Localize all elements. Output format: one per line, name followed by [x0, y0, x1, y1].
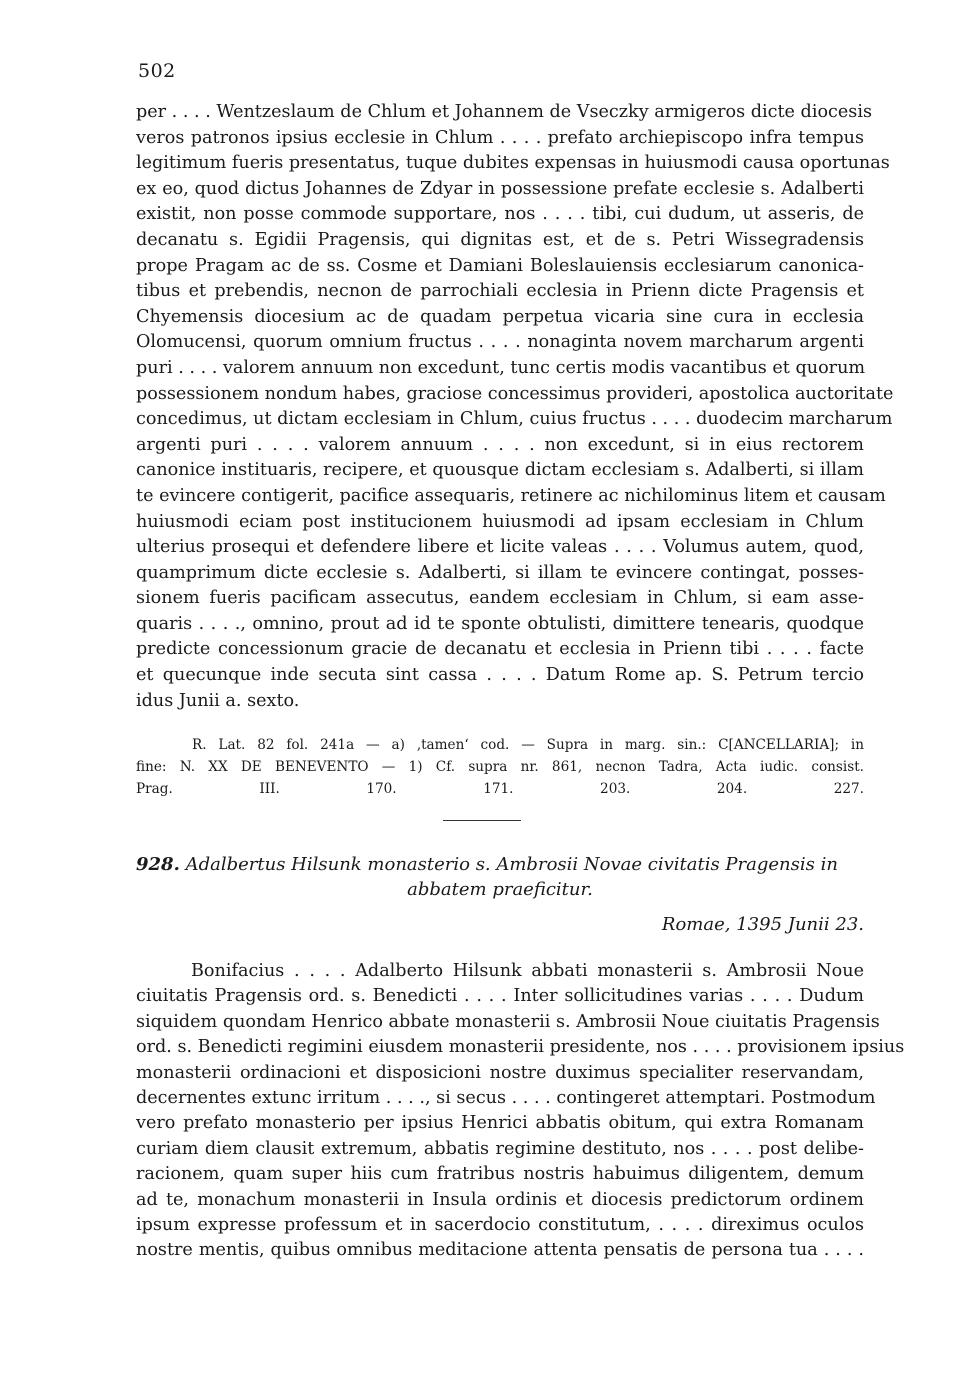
text-line: ord. s. Benedicti regimini eiusdem monasterii presidente, nos . . . . provisionem ipsius [136, 1037, 905, 1058]
text-line: Chyemensis diocesium ac de quadam perpetua vicaria sine cura in ecclesia [136, 306, 864, 327]
heading-line-2: abbatem praeficitur. [407, 879, 593, 900]
text-line: quaris . . . ., omnino, prout ad id te sponte obtulisti, dimittere tenearis, quodque [136, 613, 864, 634]
text-line: decernentes extunc irritum . . . ., si secus . . . . contingeret attemptari. Postmodum [136, 1088, 876, 1109]
text-line: ex eo, quod dictus Johannes de Zdyar in possessione prefate ecclesie s. Adalberti [136, 178, 864, 199]
note-line: R. Lat. 82 fol. 241a — a) ‚tamen‘ cod. — Supra in marg. sin.: C[ANCELLARIA]; in [192, 737, 864, 753]
text-line: huiusmodi eciam post institucionem huiusmodi ad ipsam ecclesiam in Chlum [136, 511, 864, 532]
text-line: per . . . . Wentzeslaum de Chlum et Johannem de Vseczky armigeros dicte diocesis [136, 102, 872, 122]
text-line: argenti puri . . . . valorem annuum . . . . non excedunt, si in eius rectorem [136, 434, 864, 455]
text-line: legitimum fueris presentatus, tuque dubites expensas in huiusmodi causa oportunas [136, 153, 890, 174]
text-line: predicte concessionum gracie de decanatu et ecclesia in Prienn tibi . . . . facte [136, 639, 864, 660]
dateline: Romae, 1395 Junii 23. [661, 914, 864, 935]
second-text-block [136, 959, 905, 1264]
text-line: veros patronos ipsius ecclesie in Chlum . . . . prefato archiepiscopo infra tempus [136, 127, 864, 148]
text-line: prope Pragam ac de ss. Cosme et Damiani Boleslauiensis ecclesiarum canonica- [136, 255, 864, 276]
text-line: idus Junii a. sexto. [136, 690, 300, 711]
text-line: racionem, quam super hiis cum fratribus nostris habuimus diligentem, demum [136, 1164, 864, 1185]
text-line: existit, non posse commode supportare, nos . . . . tibi, cui dudum, ut asseris, de [136, 204, 864, 225]
section-divider [443, 820, 521, 821]
text-line: Bonifacius . . . . Adalberto Hilsunk abbati monasterii s. Ambrosii Noue [191, 961, 864, 981]
text-line: decanatu s. Egidii Pragensis, qui dignitas est, et de s. Petri Wissegradensis [136, 229, 864, 250]
main-text-block [136, 100, 894, 714]
text-line: puri . . . . valorem annuum non excedunt, tunc certis modis vacantibus et quorum [136, 357, 866, 378]
text-line: possessionem nondum habes, graciose concessimus provideri, apostolica auctoritate [136, 383, 894, 404]
text-line: ulterius prosequi et defendere libere et licite valeas . . . . Volumus autem, quod, [136, 537, 864, 558]
text-line: quamprimum dicte ecclesie s. Adalberti, si illam te evincere contingat, posses- [136, 562, 864, 583]
text-line: concedimus, ut dictam ecclesiam in Chlum, cuius fructus . . . . duodecim marcharum [136, 409, 893, 430]
text-line: siquidem quondam Henrico abbate monasterii s. Ambrosii Noue ciuitatis Pragensis [136, 1011, 880, 1032]
text-line: Olomucensi, quorum omnium fructus . . . . nonaginta novem marcharum argenti [136, 332, 864, 353]
text-line: nostre mentis, quibus omnibus meditacione attenta pensatis de persona tua . . . . [136, 1240, 864, 1261]
text-line: monasterii ordinacioni et disposicioni nostre duximus specialiter reservandam, [136, 1062, 864, 1083]
text-line: canonice instituaris, recipere, et quousque dictam ecclesiam s. Adalberti, si illam [136, 460, 864, 481]
text-line: te evincere contigerit, pacifice assequaris, retinere ac nichilominus litem et causam [136, 485, 886, 506]
text-line: ipsum expresse professum et in sacerdocio constitutum, . . . . direximus oculos [136, 1215, 864, 1236]
text-line: vero prefato monasterio per ipsius Henrici abbatis obitum, qui extra Romanam [136, 1113, 864, 1134]
page-number: 502 [138, 60, 176, 82]
document-heading [136, 852, 864, 902]
heading-line-1: Adalbertus Hilsunk monasterio s. Ambrosii Novae civitatis Pragensis in [185, 854, 838, 875]
document-number: 928. [136, 854, 180, 875]
apparatus-notes [136, 734, 864, 800]
text-line: et quecunque inde secuta sint cassa . . . . Datum Rome ap. S. Petrum tercio [136, 665, 864, 686]
text-line: curiam diem clausit extremum, abbatis regimine destituto, nos . . . . post delibe- [136, 1138, 864, 1159]
note-line: Prag. III. 170. 171. 203. 204. 227. [136, 781, 864, 797]
text-line: ciuitatis Pragensis ord. s. Benedicti . . . . Inter sollicitudines varias . . . . Dudum [136, 986, 864, 1007]
text-line: sionem fueris pacificam assecutus, eandem ecclesiam in Chlum, si eam asse- [136, 588, 864, 609]
note-line: fine: N. XX DE BENEVENTO — 1) Cf. supra nr. 861, necnon Tadra, Acta iudic. consist. [136, 759, 864, 775]
text-line: tibus et prebendis, necnon de parrochiali ecclesia in Prienn dicte Pragensis et [136, 281, 864, 302]
text-line: ad te, monachum monasterii in Insula ordinis et diocesis predictorum ordinem [136, 1189, 864, 1210]
